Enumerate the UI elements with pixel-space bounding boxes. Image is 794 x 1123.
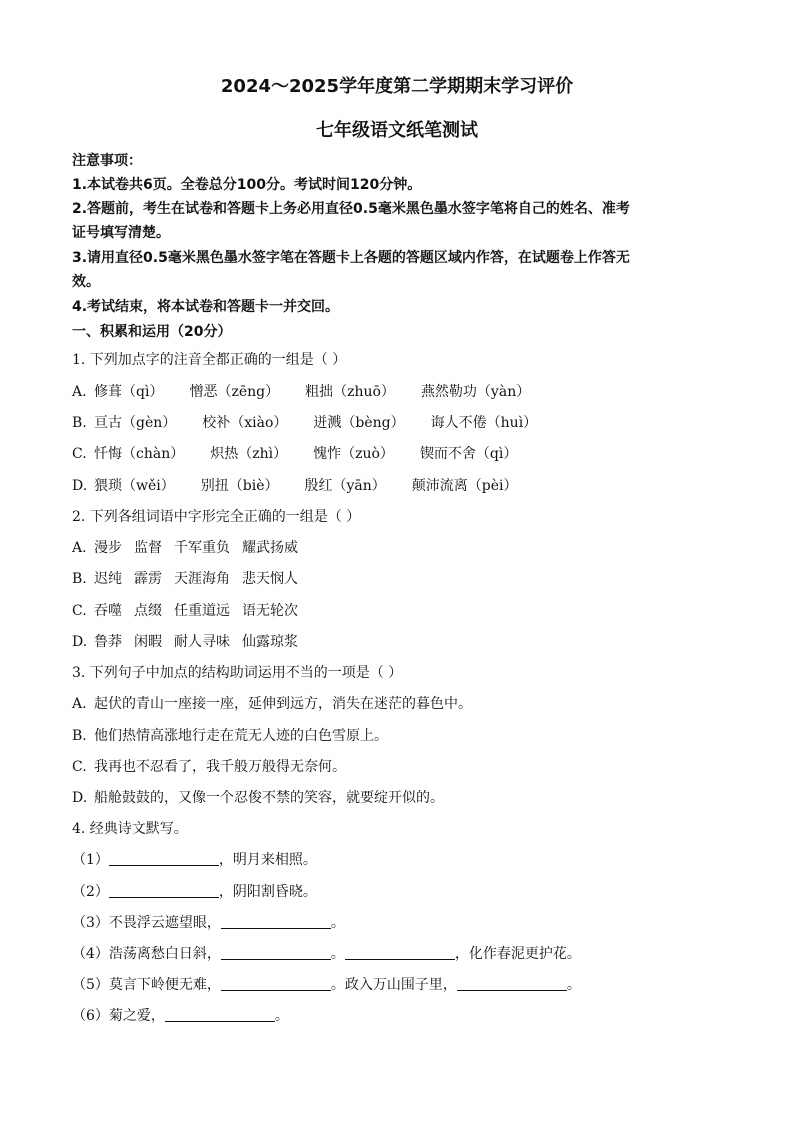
recitation-item: （5）莫言下岭便无难， 。政入万山围子里， 。: [72, 977, 581, 993]
question-3-stem: 3. 下列句子中加点的结构助词运用不当的一项是（ ）: [72, 665, 403, 681]
answer-blank[interactable]: [345, 947, 455, 960]
question-2-stem: 2. 下列各组词语中字形完全正确的一组是（ ）: [72, 509, 361, 525]
recitation-item: （3）不畏浮云遮望眼， 。: [72, 915, 345, 931]
notes-heading: 注意事项：: [72, 153, 142, 169]
q3-option-d: D. 船舱鼓鼓的，又像一个忍俊不禁的笑容，就要绽开似的。: [72, 790, 444, 806]
note-item: 效。: [72, 274, 100, 290]
answer-blank[interactable]: [457, 978, 567, 991]
recitation-item: （1） ，明月来相照。: [72, 852, 317, 868]
q2-option-a: A. 漫步 监督 千军重负 耀武扬威: [72, 540, 298, 556]
answer-blank[interactable]: [221, 947, 331, 960]
note-item: 证号填写清楚。: [72, 225, 170, 241]
q3-option-a: A. 起伏的青山一座接一座，延伸到远方，消失在迷茫的暮色中。: [72, 696, 472, 712]
q1-option-d: D. 猥琐（wěi） 别扭（biè） 殷红（yān） 颠沛流离（pèi）: [72, 478, 518, 494]
exam-title: 2024～2025学年度第二学期期末学习评价: [220, 76, 574, 97]
recitation-item: （6）菊之爱， 。: [72, 1008, 289, 1024]
exam-subtitle: 七年级语文纸笔测试: [316, 120, 478, 141]
answer-blank[interactable]: [109, 853, 219, 866]
question-1-stem: 1. 下列加点字的注音全都正确的一组是（ ）: [72, 352, 347, 368]
answer-blank[interactable]: [165, 1009, 275, 1022]
note-item: 1.本试卷共6页。全卷总分100分。考试时间120分钟。: [72, 177, 422, 193]
q3-option-c: C. 我再也不忍看了，我千般万般得无奈何。: [72, 759, 346, 775]
q1-option-c: C. 忏悔（chàn） 炽热（zhì） 愧怍（zuò） 锲而不舍（qì）: [72, 446, 518, 462]
answer-blank[interactable]: [109, 885, 219, 898]
section-heading: 一、积累和运用（20分）: [72, 324, 232, 340]
q1-option-b: B. 亘古（gèn） 校补（xiào） 迸溅（bèng） 诲人不倦（huì）: [72, 415, 538, 431]
q2-option-c: C. 吞噬 点缀 任重道远 语无轮次: [72, 603, 298, 619]
recitation-item: （2） ，阴阳割昏晓。: [72, 884, 317, 900]
note-item: 3.请用直径0.5毫米黑色墨水签字笔在答题卡上各题的答题区域内作答，在试题卷上作答无: [72, 250, 630, 266]
q3-option-b: B. 他们热情高涨地行走在荒无人迹的白色雪原上。: [72, 728, 388, 744]
answer-blank[interactable]: [221, 916, 331, 929]
q2-option-d: D. 鲁莽 闲暇 耐人寻味 仙露琼浆: [72, 634, 298, 650]
q2-option-b: B. 迟纯 霹雳 天涯海角 悲天悯人: [72, 571, 298, 587]
q1-option-a: A. 修葺（qì） 憎恶（zēng） 粗拙（zhuō） 燕然勒功（yàn）: [72, 384, 531, 400]
recitation-item: （4）浩荡离愁白日斜， 。 ，化作春泥更护花。: [72, 946, 581, 962]
question-4-stem: 4. 经典诗文默写。: [72, 821, 188, 837]
note-item: 4.考试结束，将本试卷和答题卡一并交回。: [72, 299, 340, 315]
answer-blank[interactable]: [221, 978, 331, 991]
note-item: 2.答题前，考生在试卷和答题卡上务必用直径0.5毫米黑色墨水签字笔将自己的姓名、准考: [72, 201, 630, 217]
